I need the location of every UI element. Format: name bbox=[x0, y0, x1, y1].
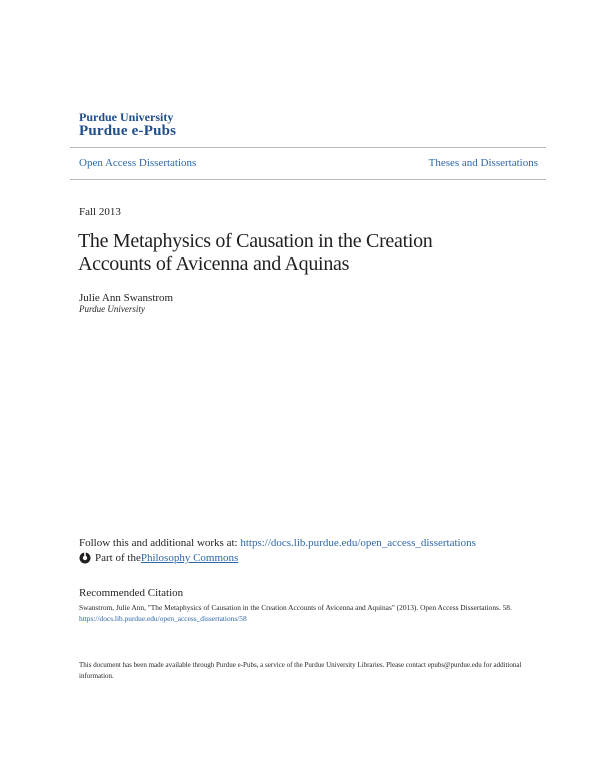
follow-prefix: Follow this and additional works at: bbox=[79, 537, 241, 549]
header-divider-bottom bbox=[70, 179, 546, 180]
citation-url-link[interactable]: https://docs.lib.purdue.edu/open_access_dissertations/58 bbox=[79, 614, 247, 623]
availability-notice: This document has been made available through Purdue e-Pubs, a service of the Purdue University Libraries. Please contact epubs@purdue.edu for additional information. bbox=[79, 661, 522, 680]
citation-text: Swanstrom, Julie Ann, "The Metaphysics of Causation in the Creation Accounts of Avicenna and Aquinas" (2013). Open Access Dissertations. 58. bbox=[79, 603, 512, 612]
header-divider-top bbox=[70, 147, 546, 148]
philosophy-commons-link[interactable]: Philosophy Commons bbox=[140, 552, 239, 564]
collection-url-link[interactable]: https://docs.lib.purdue.edu/open_access_dissertations bbox=[240, 537, 476, 549]
citation-block bbox=[79, 602, 519, 624]
citation-heading: Recommended Citation bbox=[79, 587, 184, 599]
open-access-dissertations-link[interactable]: Open Access Dissertations bbox=[79, 157, 197, 169]
part-of-line bbox=[79, 552, 238, 564]
author-affiliation: Purdue University bbox=[79, 304, 145, 314]
theses-and-dissertations-link[interactable]: Theses and Dissertations bbox=[428, 157, 538, 169]
university-name[interactable]: Purdue University bbox=[79, 110, 174, 124]
title-line-1: The Metaphysics of Causation in the Creation bbox=[78, 230, 433, 252]
title-line-2: Accounts of Avicenna and Aquinas bbox=[78, 253, 350, 275]
commons-network-icon bbox=[79, 552, 91, 564]
repository-name[interactable]: Purdue e-Pubs bbox=[79, 123, 177, 139]
part-prefix: Part of the bbox=[95, 552, 141, 564]
publication-date: Fall 2013 bbox=[79, 206, 121, 218]
follow-line bbox=[79, 537, 476, 549]
author-name: Julie Ann Swanstrom bbox=[79, 292, 174, 304]
document-title bbox=[78, 230, 433, 276]
